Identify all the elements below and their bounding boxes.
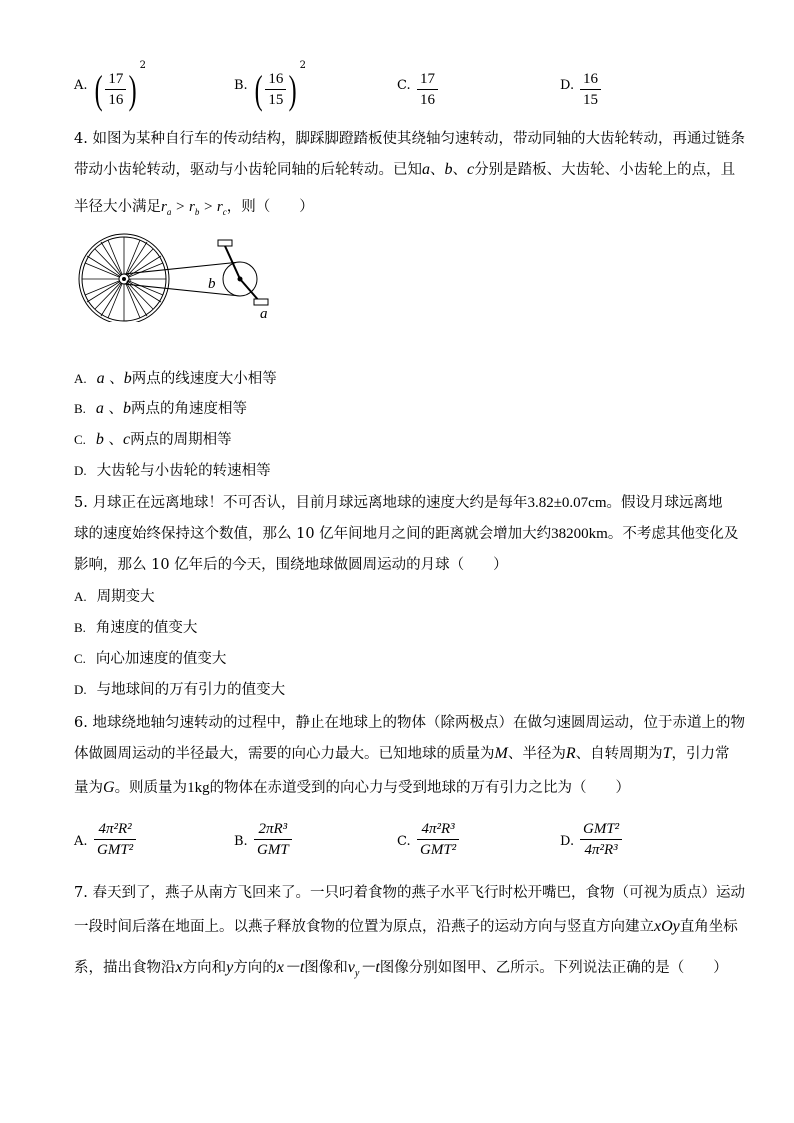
exponent: 2 [299, 60, 307, 71]
q4-option-a: A. a 、b两点的线速度大小相等 [74, 370, 277, 387]
pedal-upper [218, 240, 232, 246]
q6-text-line-2: 体做圆周运动的半径最大，需要的向心力最大。已知地球的质量为M、半径为R、自转周期为T，引力常 [74, 745, 730, 762]
q5-text-line-2: 球的速度始终保持这个数值，那么 10 亿年间地月之间的距离就会增加大约38200km。不考虑其他变化及 [74, 526, 739, 542]
q3-option-a: A. ( $\frac{17}{16}$ )$^2$ [74, 60, 147, 112]
q3-option-c [397, 71, 435, 108]
option-label: D. [560, 78, 575, 93]
q4-text-line-1: 4. 如图为某种自行车的传动结构，脚踩脚蹬踏板使其绕轴匀速转动，带动同轴的大齿轮转动，再通过链条 [74, 131, 745, 147]
q5-option-b: B. 角速度的值变大 [74, 620, 198, 636]
pedal-lower [254, 299, 268, 305]
fraction-denominator: 16 [420, 92, 435, 108]
fraction-denominator: 15 [268, 92, 284, 108]
q5-text-line-3: 影响，那么 10 亿年后的今天，围绕地球做圆周运动的月球（ ） [74, 557, 508, 573]
label-c: c [126, 274, 132, 288]
q6-text-line-3: 量为G。则质量为1kg的物体在赤道受到的向心力与受到地球的万有引力之比为（ ） [74, 779, 631, 796]
q7-text-line-2: 一段时间后落在地面上。以燕子释放食物的位置为原点，沿燕子的运动方向与竖直方向建立xOy直角坐标 [74, 918, 738, 935]
fraction-numerator: 16 [580, 70, 601, 90]
q7-text-line-3: 系，描出食物沿x方向和y方向的x－t图像和$v_y-t$图像分别如图甲、乙所示。下列说法正确的是（ ） [74, 959, 728, 979]
q4-option-c: C. b 、c两点的周期相等 [74, 431, 232, 448]
q3-option-d [560, 71, 598, 108]
option-label: B. [234, 78, 248, 93]
fraction-denominator: 15 [583, 92, 598, 108]
q5-option-a: A. 周期变大 [74, 589, 155, 605]
option-label: C. [397, 78, 411, 93]
fraction-numerator: 17 [105, 70, 126, 90]
q5-option-d: D. 与地球间的万有引力的值变大 [74, 682, 286, 698]
exponent: 2 [139, 60, 147, 71]
fraction-denominator: 16 [108, 92, 124, 108]
q4-text-line-2: 带动小齿轮转动，驱动与小齿轮同轴的后轮转动。已知a、b、c分别是踏板、大齿轮、小齿轮上的点，且 [74, 161, 736, 178]
q5-option-c: C. 向心加速度的值变大 [74, 651, 227, 667]
bicycle-transmission-figure [74, 232, 284, 322]
q4-option-b: B. a 、b两点的角速度相等 [74, 400, 248, 417]
q4-option-d: D. 大齿轮与小齿轮的转速相等 [74, 463, 271, 479]
q6-option-a: A. 4π²R² GMT² [74, 834, 88, 849]
q7-text-line-1: 7. 春天到了，燕子从南方飞回来了。一只叼着食物的燕子水平飞行时松开嘴巴，食物（可视为质点）运动 [74, 885, 745, 901]
option-label: A. [74, 78, 88, 93]
q6-option-c: C. 4π²R³ GMT² [397, 834, 411, 849]
fraction-numerator: 16 [265, 70, 286, 90]
q6-option-d: D. GMT² 4π²R³ [560, 834, 574, 849]
radius-inequality: $r_a > r_b > r_c$ [161, 199, 227, 217]
q6-option-b: B. 2πR³ GMT [234, 834, 248, 849]
label-b: b [208, 276, 216, 292]
q3-option-b: B. ( $\frac{16}{15}$ )$^2$ [234, 60, 307, 112]
q4-text-line-3: 半径大小满足$r_a > r_b > r_c$，则（ ） [74, 199, 314, 217]
q5-text-line-1: 5. 月球正在远离地球！不可否认，目前月球远离地球的速度大约是每年3.82±0.07cm。假设月球远离地 [74, 495, 723, 511]
q6-text-line-1: 6. 地球绕地轴匀速转动的过程中，静止在地球上的物体（除两极点）在做匀速圆周运动，位于赤道上的物 [74, 715, 745, 731]
label-a: a [260, 306, 268, 322]
fraction-numerator: 17 [417, 70, 438, 90]
